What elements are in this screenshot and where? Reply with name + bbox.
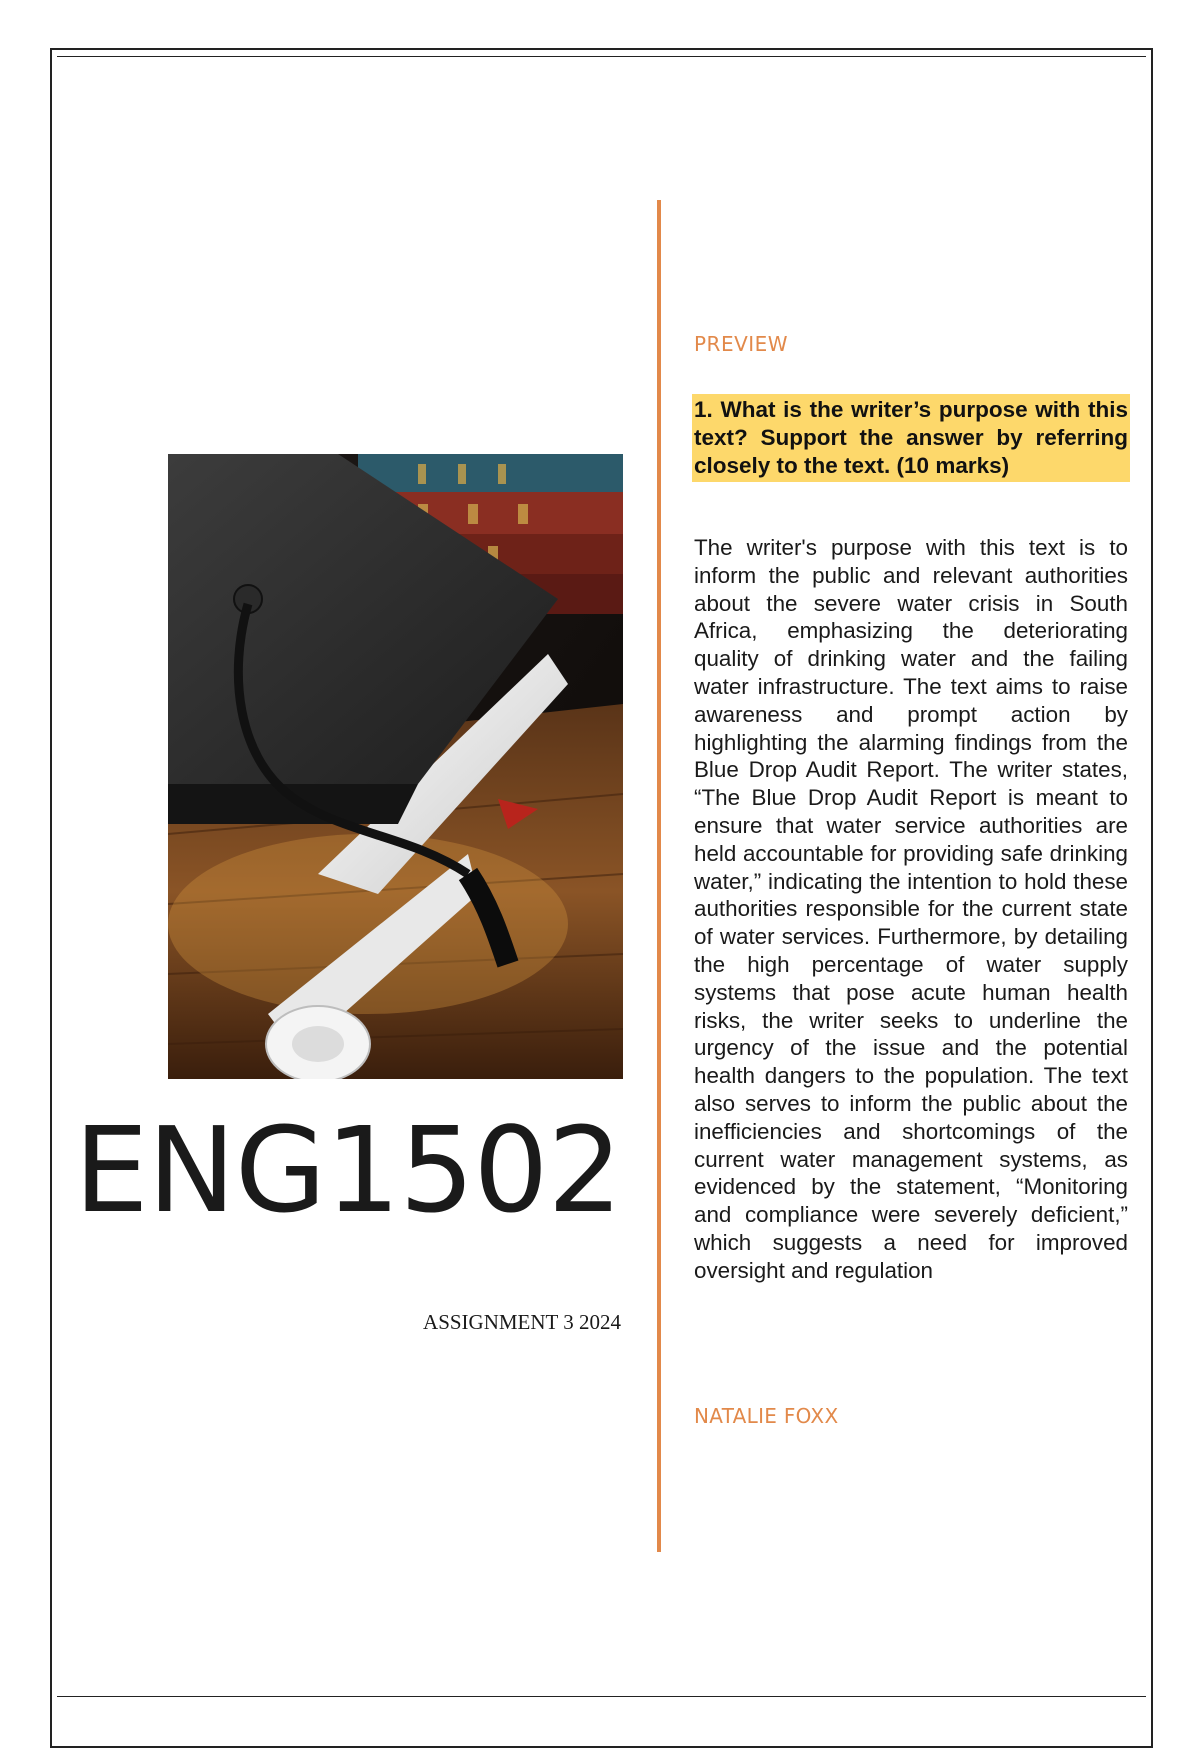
preview-label: PREVIEW: [694, 332, 789, 356]
assignment-label: ASSIGNMENT 3 2024: [423, 1310, 621, 1334]
course-code-title: ENG1502: [74, 1101, 622, 1239]
column-divider: [657, 200, 661, 1552]
answer-paragraph: The writer's purpose with this text is to inform the public and relevant authorities about the severe water crisis in South Africa, emphasizing the deteriorating quality of drinking water and the failing water infrastructure. The text aims to raise awareness and prompt action by highlighting the alarming findings from the Blue Drop Audit Report. The writer states, “The Blue Drop Audit Report is meant to ensure that water service authorities are held accountable for providing safe drinking water,” indicating the intention to hold these authorities responsible for the current state of water services. Furthermore, by detailing the high percentage of water supply systems that pose acute human health risks, the writer seeks to underline the urgency of the issue and the potential health dangers to the population. The text also serves to inform the public about the inefficiencies and shortcomings of the current water management systems, as evidenced by the statement, “Monitoring and compliance were severely deficient,” which suggests a need for improved oversight and regulation: [694, 535, 1128, 1283]
question-highlight: 1. What is the writer’s purpose with this text? Support the answer by referring closely to the text. (10 marks): [692, 394, 1130, 482]
graduation-photo-illustration: [168, 454, 623, 1079]
bottom-rule: [57, 1696, 1146, 1697]
cover-photo: [168, 454, 623, 1079]
author-name: NATALIE FOXX: [694, 1404, 839, 1428]
